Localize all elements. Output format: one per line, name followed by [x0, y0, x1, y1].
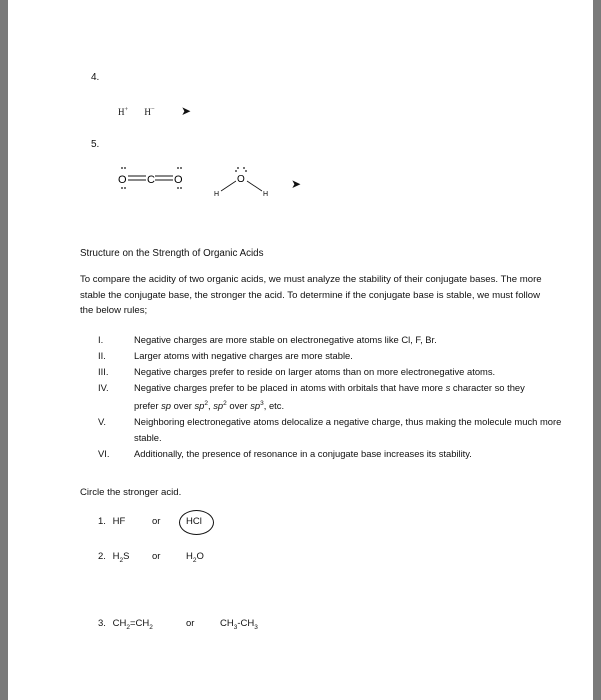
rule-4-etc: , etc. [263, 400, 285, 412]
rules-list [98, 332, 562, 462]
water-hydrogen-right: H [263, 191, 269, 198]
hydride-charge: − [150, 106, 155, 113]
hydride-symbol: H [144, 107, 151, 117]
option-a-end: S [123, 551, 130, 562]
rule-numeral: II. [98, 350, 106, 361]
proton-symbol: H [118, 107, 125, 117]
co2-oxygen-right: O [174, 174, 183, 186]
rule-4-sup2: 2 [204, 400, 208, 407]
rule-4-over-2: over [226, 400, 251, 412]
rule-text: Additionally, the presence of resonance in a conjugate base increases its stability. [134, 448, 472, 460]
rule-4-s: s [445, 382, 451, 393]
rule-text: Negative charges prefer to reside on larger atoms than on more electronegative atoms. [134, 366, 496, 377]
rule-4-over: over [171, 400, 195, 412]
rule-4-part-a: Negative charges prefer to be placed in atoms with orbitals that have more [134, 382, 446, 393]
rule-numeral: III. [98, 366, 109, 377]
rule-numeral: IV. [98, 382, 109, 393]
or-text: or [186, 618, 195, 629]
rule-item [98, 380, 539, 414]
water-oxygen: O [237, 174, 245, 185]
circle-prompt: Circle the stronger acid. [80, 487, 182, 498]
proton-charge: + [124, 106, 129, 113]
water-hydrogen-left: H [214, 191, 220, 198]
question-3 [98, 616, 298, 635]
reaction-arrow-icon-2: ➤ [291, 177, 302, 191]
rule-4-sup2b: 2 [223, 400, 227, 407]
rule-4-sp2: sp [194, 400, 205, 412]
problem-4-number: 4. [91, 72, 100, 83]
water-structure [214, 167, 268, 198]
rule-item [98, 364, 514, 380]
option-b: HCl [186, 516, 202, 527]
document-page [8, 0, 593, 700]
rule-4-sup3: 3 [260, 400, 264, 407]
question-1 [98, 514, 202, 529]
option-b-end: O [196, 551, 204, 562]
co2-oxygen-left: O [118, 174, 127, 186]
option-b-sub2: 3 [254, 623, 258, 631]
option-b-part1: CH [220, 618, 234, 629]
option-b-sub1: 3 [233, 623, 238, 631]
question-label: 2. [98, 551, 106, 562]
question-label: 1. [98, 516, 106, 527]
option-a-part1: CH [112, 618, 127, 629]
rule-item [98, 414, 579, 446]
question-2 [98, 549, 204, 568]
rule-4-part-b: character so they prefer [134, 382, 525, 412]
option-a-main: H [112, 551, 120, 562]
option-b-main: H [186, 551, 193, 562]
molecule-structures [108, 160, 308, 200]
rule-text: Larger atoms with negative charges are more stable. [134, 350, 353, 361]
option-a-sub2: 2 [149, 623, 153, 631]
rule-4-sp: sp [161, 400, 172, 412]
intro-paragraph [80, 272, 550, 319]
problem-5-number: 5. [91, 139, 100, 150]
rule-numeral: VI. [98, 448, 110, 460]
section-heading: Structure on the Strength of Organic Acids [80, 248, 264, 259]
intro-text: To compare the acidity of two organic acids, we must analyze the stability of their conjugate bases. The more stable the conjugate base, the stronger the acid. To determine if the conjugate base is stable, we must follow the below rules; [80, 274, 542, 316]
option-a-sub1: 2 [126, 623, 130, 631]
rule-4-sp3: sp [250, 400, 261, 412]
rule-text: Negative charges are more stable on electronegative atoms like Cl, F, Br. [134, 334, 437, 345]
option-b-part2: -CH [237, 618, 255, 629]
option-a-sub: 2 [119, 556, 124, 564]
option-a-part2: =CH [129, 618, 150, 629]
reaction-arrow-icon: ➤ [181, 104, 192, 118]
problem-4-species [118, 106, 155, 117]
rule-item [98, 348, 558, 364]
rule-item [98, 332, 558, 348]
rule-numeral: I. [98, 334, 104, 345]
co2-structure [118, 167, 183, 189]
option-b-sub: 2 [192, 556, 197, 564]
rule-4-sp2b: sp [213, 400, 224, 412]
rule-text: Neighboring electronegative atoms delocalize a negative charge, thus making the molecule much more stable. [134, 416, 562, 444]
question-label: 3. [98, 618, 106, 629]
or-text: or [152, 516, 161, 527]
answer-circle [179, 510, 214, 535]
rule-item [98, 446, 558, 462]
rule-numeral: V. [98, 416, 106, 428]
rule-4-comma: , [208, 400, 214, 412]
co2-carbon: C [147, 174, 155, 186]
or-text: or [152, 551, 161, 562]
option-a: HF [112, 516, 126, 527]
rule-text [134, 382, 525, 411]
